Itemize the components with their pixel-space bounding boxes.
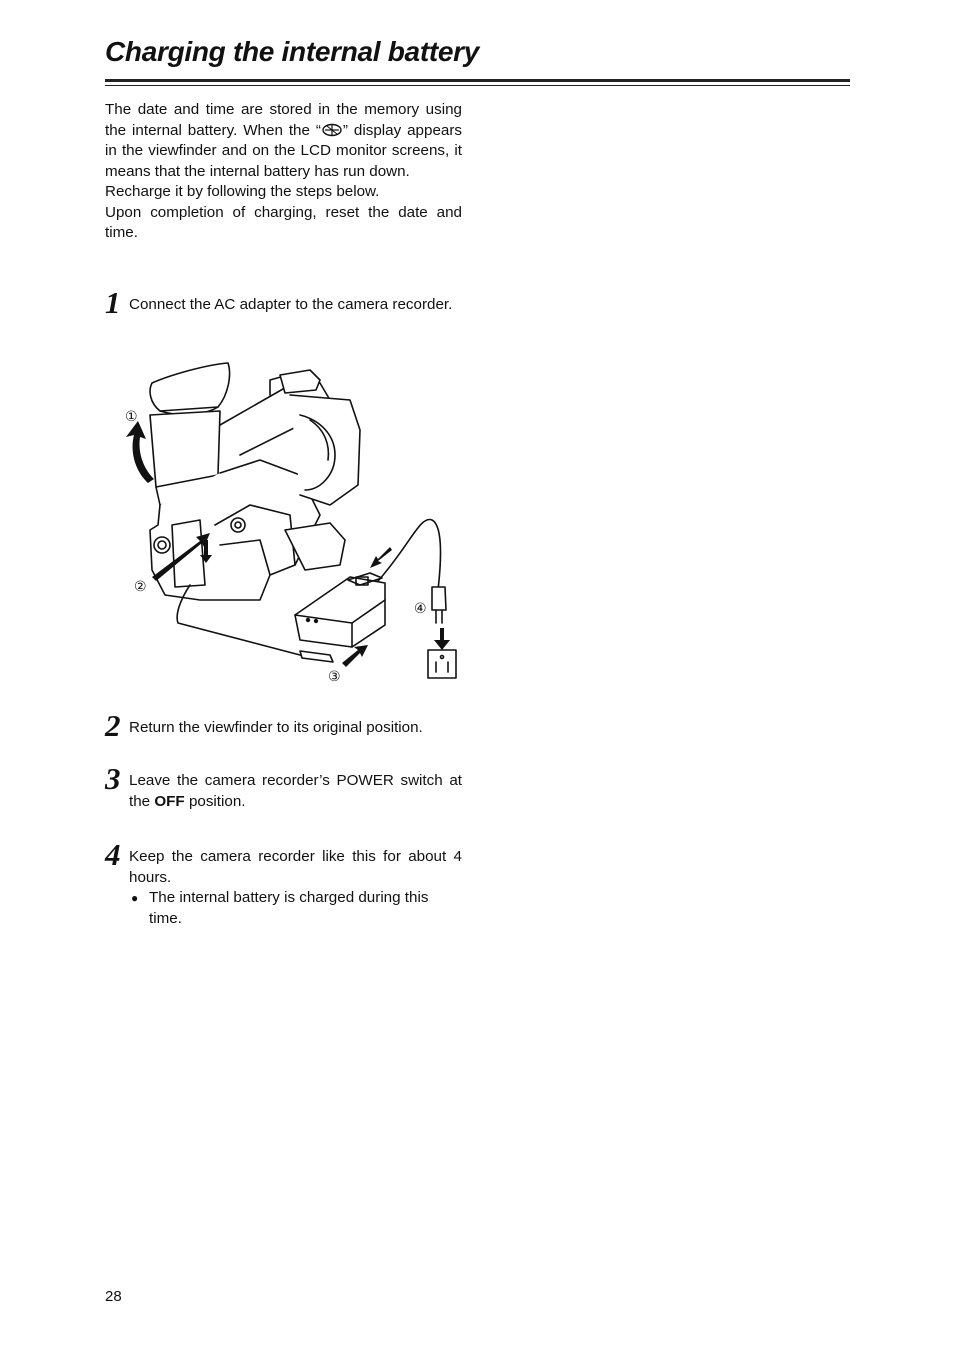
step-text: Leave the camera recorder’s POWER switch at the OFF position. bbox=[129, 772, 462, 810]
title-rule-thick bbox=[105, 79, 850, 82]
callout-1: ① bbox=[125, 409, 138, 425]
off-label: OFF bbox=[154, 792, 185, 810]
intro-paragraph-2: Recharge it by following the steps below. bbox=[105, 183, 380, 200]
step-3 bbox=[105, 761, 462, 812]
step-number: 1 bbox=[105, 285, 121, 320]
step-2 bbox=[105, 708, 462, 743]
intro-text bbox=[105, 100, 462, 244]
callout-4: ④ bbox=[414, 601, 427, 617]
title-rule-thin bbox=[105, 85, 850, 86]
intro-paragraph-1: The date and time are stored in the memory using the internal battery. When the “ ” display appears in the viewfinder and on the LCD monitor screens, it means that the internal battery has run down. bbox=[105, 101, 462, 180]
page-title: Charging the internal battery bbox=[105, 36, 480, 67]
callout-2: ② bbox=[134, 579, 147, 595]
intro-paragraph-3: Upon completion of charging, reset the date and time. bbox=[105, 203, 462, 241]
bullet-item bbox=[129, 888, 462, 929]
step-text: Return the viewfinder to its original position. bbox=[129, 719, 423, 736]
step-text: Keep the camera recorder like this for about 4 hours. bbox=[129, 848, 462, 886]
step-number: 2 bbox=[105, 708, 121, 743]
bullet-dot-icon: ● bbox=[131, 891, 139, 905]
step-text: Connect the AC adapter to the camera recorder. bbox=[129, 296, 453, 313]
clock-battery-icon bbox=[321, 123, 343, 137]
camera-ac-adapter-illustration bbox=[120, 355, 470, 690]
step-number: 3 bbox=[105, 761, 121, 796]
step-4 bbox=[105, 837, 462, 929]
page-number: 28 bbox=[105, 1288, 122, 1305]
bullet-text: The internal battery is charged during this time. bbox=[149, 889, 429, 927]
callout-3: ③ bbox=[328, 669, 341, 685]
step-1 bbox=[105, 285, 462, 320]
step-number: 4 bbox=[105, 837, 121, 872]
